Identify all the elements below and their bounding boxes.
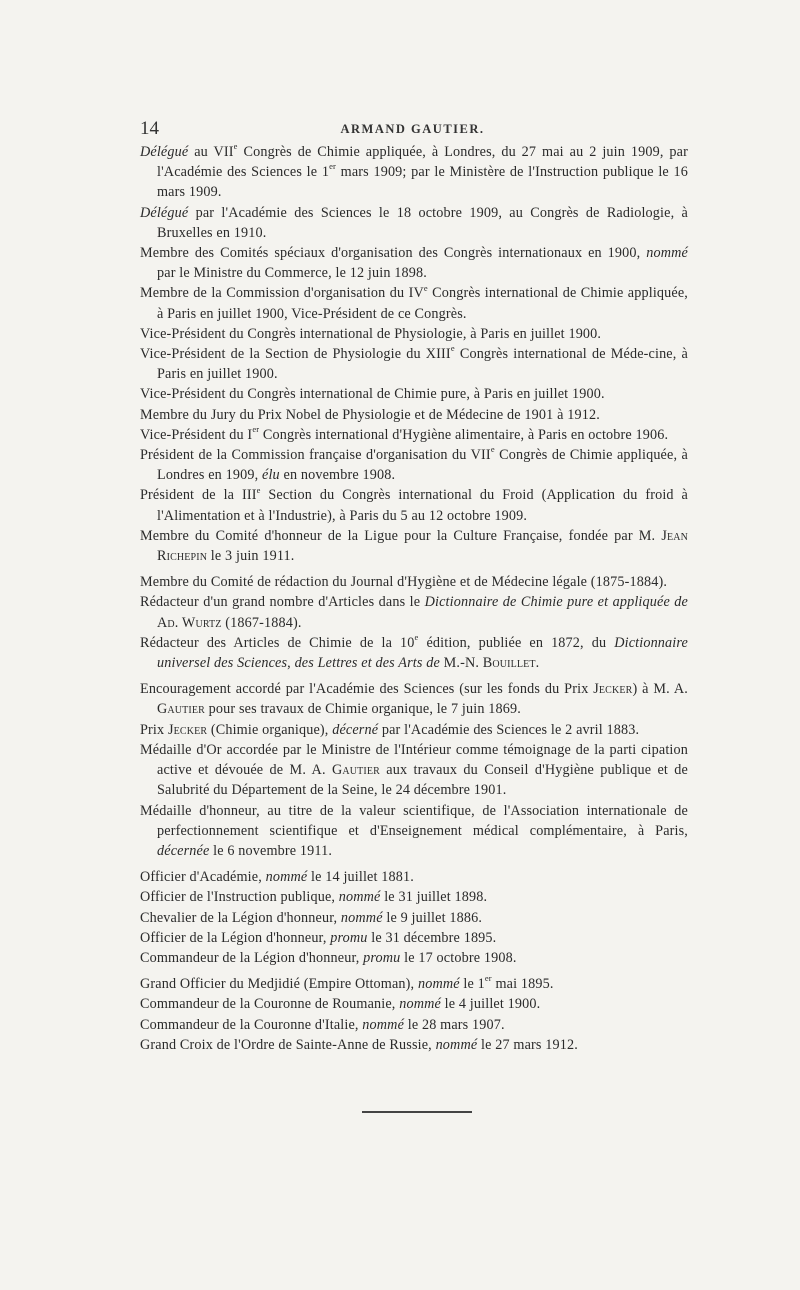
entry-text: Encouragement accordé par l'Académie des Sciences (sur les fonds du Prix xyxy=(140,681,594,698)
italic-text: nommé xyxy=(435,1036,478,1053)
entry-text: Vice-Président du I xyxy=(140,426,253,443)
entry-text: le 6 novembre 1911. xyxy=(209,842,333,859)
entry-text: (Chimie organique), xyxy=(207,721,333,738)
entry-text: le 3 juin 1911. xyxy=(207,548,295,565)
entry-text: Rédacteur d'un grand nombre d'Articles dans le xyxy=(140,594,425,611)
italic-text: nommé xyxy=(399,996,441,1013)
small-caps-name: Jecker xyxy=(167,721,208,738)
entry xyxy=(140,572,688,592)
italic-text: Délégué xyxy=(140,204,189,221)
entry xyxy=(140,801,688,862)
entry-text: Commandeur de la Légion d'honneur, xyxy=(140,949,364,966)
entry-text: le 4 juillet 1900. xyxy=(440,996,541,1013)
entry-text: Membre du Jury du Prix Nobel de Physiologie et de Médecine de 1901 à 1912. xyxy=(140,406,600,423)
small-caps-name: Gautier xyxy=(331,762,380,779)
entry xyxy=(140,425,688,445)
entry-text: le 28 mars 1907. xyxy=(404,1016,505,1033)
superscript: e xyxy=(490,444,495,455)
entry-text: Membre des Comités spéciaux d'organisation des Congrès internationaux en 1900, xyxy=(140,245,647,262)
entry xyxy=(140,740,688,801)
entry xyxy=(140,1015,688,1035)
entry-text: Membre du Comité d'honneur de la Ligue pour la Culture Française, fondée par M. xyxy=(140,527,662,544)
entry xyxy=(140,324,688,344)
italic-text: nommé xyxy=(646,245,688,262)
entry-text: Chevalier de la Légion d'honneur, xyxy=(140,909,341,926)
entry-text: . xyxy=(535,655,540,672)
entry xyxy=(140,283,688,323)
entry xyxy=(140,445,688,485)
italic-text: nommé xyxy=(417,976,460,993)
entry-text: Congrès de Chimie appliquée, à Londres en 1909, xyxy=(157,447,688,484)
italic-text: nommé xyxy=(265,869,308,886)
entry-text: Rédacteur des Articles de Chimie de la 10 xyxy=(140,634,415,651)
entry-text: Section du Congrès international du Froid (Application du froid à l'Alimentation et à l'Industrie), à Paris du 5 au 12 octobre 1909. xyxy=(157,487,688,524)
entry-text: Officier de l'Instruction publique, xyxy=(140,889,339,906)
entry-text: Grand Croix de l'Ordre de Sainte-Anne de Russie, xyxy=(140,1036,436,1053)
entry-text: , xyxy=(287,655,295,672)
entry xyxy=(140,887,688,907)
entry-text: édition, publiée en 1872, du xyxy=(418,634,615,651)
entry-text: (1867-1884). xyxy=(221,614,302,631)
italic-text: nommé xyxy=(362,1016,405,1033)
entry-text: le 31 juillet 1898. xyxy=(380,889,488,906)
entry xyxy=(140,908,688,928)
entry-text: par l'Académie des Sciences le 2 avril 1883. xyxy=(378,721,640,738)
superscript: er xyxy=(329,161,336,172)
entry-text: pour ses travaux de Chimie organique, le 7 juin 1869. xyxy=(204,701,521,718)
superscript: e xyxy=(233,141,238,152)
entry-text: Congrès de Chimie appliquée, à Londres, du 27 mai au 2 juin 1909, par l'Académie des Sciences le 1 xyxy=(157,144,688,181)
entry xyxy=(140,526,688,566)
italic-text: nommé xyxy=(340,909,383,926)
entry xyxy=(140,1035,688,1055)
entry xyxy=(140,928,688,948)
superscript: e xyxy=(414,632,419,643)
small-caps-name: Jecker xyxy=(593,681,633,698)
superscript: er xyxy=(484,973,492,984)
italic-text: élu xyxy=(262,467,280,484)
small-caps-name: Gautier xyxy=(157,701,205,718)
entry xyxy=(140,384,688,404)
entry xyxy=(140,485,688,525)
entry xyxy=(140,633,688,673)
italic-text: Délégué xyxy=(140,144,189,160)
entry xyxy=(140,203,688,243)
running-head: ARMAND GAUTIER. xyxy=(340,122,485,136)
entry-text: Congrès international d'Hygiène alimentaire, à Paris en octobre 1906. xyxy=(259,426,669,443)
entry xyxy=(140,142,688,203)
entry xyxy=(140,974,688,994)
entry-text: Congrès international de Chimie appliquée, à Paris en juillet 1900, Vice-Président de ce Congrès. xyxy=(157,285,689,322)
entry-text: Commandeur de la Couronne d'Italie, xyxy=(140,1016,363,1033)
italic-text: Dictionnaire de Chimie pure et appliquée de xyxy=(424,594,689,611)
page-number: 14 xyxy=(140,118,159,139)
entry-text: Officier de la Légion d'honneur, xyxy=(140,929,331,946)
closing-rule xyxy=(362,1111,472,1113)
entry xyxy=(140,344,688,384)
entries-list xyxy=(140,142,688,1055)
entry-text: Médaille d'honneur, au titre de la valeur scientifique, de l'Association internationale de perfectionnement scientifique et d'Enseignement médical complémentaire, à Paris, xyxy=(140,802,688,839)
entry xyxy=(140,867,688,887)
italic-text: nommé xyxy=(338,889,381,906)
small-caps-name: Bouillet xyxy=(482,655,536,672)
entry-text: mars 1909; par le Ministère de l'Instruction publique le 16 mars 1909. xyxy=(157,164,688,201)
page-header xyxy=(140,118,685,140)
entry xyxy=(140,592,688,632)
entry-text: ) à M. A. xyxy=(632,681,688,698)
entry-text: M.-N. xyxy=(439,655,483,672)
entry-text: par l'Académie des Sciences le 18 octobre 1909, au Congrès de Radiologie, à Bruxelles en 1910. xyxy=(157,204,688,241)
small-caps-name: Jean Richepin xyxy=(157,527,688,565)
entry-text: Prix xyxy=(140,721,168,738)
entry-text: aux travaux du Conseil d'Hygiène publique et de Salubrité du Département de la Seine, le 24 décembre 1901. xyxy=(157,762,688,799)
entry xyxy=(140,405,688,425)
italic-text: promu xyxy=(363,949,401,966)
entry-text: Grand Officier du Medjidié (Empire Ottoman), xyxy=(140,976,418,993)
entry-text: Membre de la Commission d'organisation du IV xyxy=(140,285,424,302)
entry-text: en novembre 1908. xyxy=(279,467,396,484)
entry xyxy=(140,994,688,1014)
entry-text: le 9 juillet 1886. xyxy=(382,909,483,926)
superscript: e xyxy=(423,282,428,293)
entry xyxy=(140,948,688,968)
italic-text: décerné xyxy=(332,721,379,738)
entry xyxy=(140,679,688,719)
entry-text: mai 1895. xyxy=(491,976,554,993)
superscript: e xyxy=(256,484,261,495)
superscript: er xyxy=(252,424,260,435)
entry-text: le 14 juillet 1881. xyxy=(307,869,414,886)
italic-text: des Lettres et des Arts de xyxy=(294,655,440,672)
entry-text: Président de la Commission française d'organisation du VII xyxy=(140,447,491,464)
entry-text: le 17 octobre 1908. xyxy=(400,949,517,966)
entry xyxy=(140,720,688,740)
entry-text: Congrès international de Méde-cine, à Paris en juillet 1900. xyxy=(157,346,688,383)
entry-text: Membre du Comité de rédaction du Journal d'Hygiène et de Médecine légale (1875-1884). xyxy=(140,574,668,591)
entry-text: Commandeur de la Couronne de Roumanie, xyxy=(140,996,400,1013)
italic-text: décernée xyxy=(157,842,210,859)
small-caps-name: Ad. Wurtz xyxy=(157,614,222,631)
entry xyxy=(140,243,688,283)
entry-text: Président de la III xyxy=(140,487,257,504)
entry-text: le 31 décembre 1895. xyxy=(367,929,497,946)
entry-text: Officier d'Académie, xyxy=(140,869,266,886)
entry-text: Vice-Président du Congrès international de Chimie pure, à Paris en juillet 1900. xyxy=(140,386,605,403)
superscript: e xyxy=(450,343,455,354)
entry-text: Vice-Président du Congrès international de Physiologie, à Paris en juillet 1900. xyxy=(140,325,602,342)
entry-text: le 1 xyxy=(459,976,485,993)
entry-text: par le Ministre du Commerce, le 12 juin 1898. xyxy=(157,265,427,282)
entry-text: le 27 mars 1912. xyxy=(477,1036,578,1053)
entry-text: Médaille d'Or accordée par le Ministre de l'Intérieur comme témoignage de la parti cipation active et dévouée de M. A. xyxy=(140,741,688,779)
italic-text: Dictionnaire universel des Sciences xyxy=(157,634,688,672)
entry-text: Vice-Président de la Section de Physiologie du XIII xyxy=(140,346,451,363)
italic-text: promu xyxy=(330,929,368,946)
entry-text: au VII xyxy=(188,144,234,160)
